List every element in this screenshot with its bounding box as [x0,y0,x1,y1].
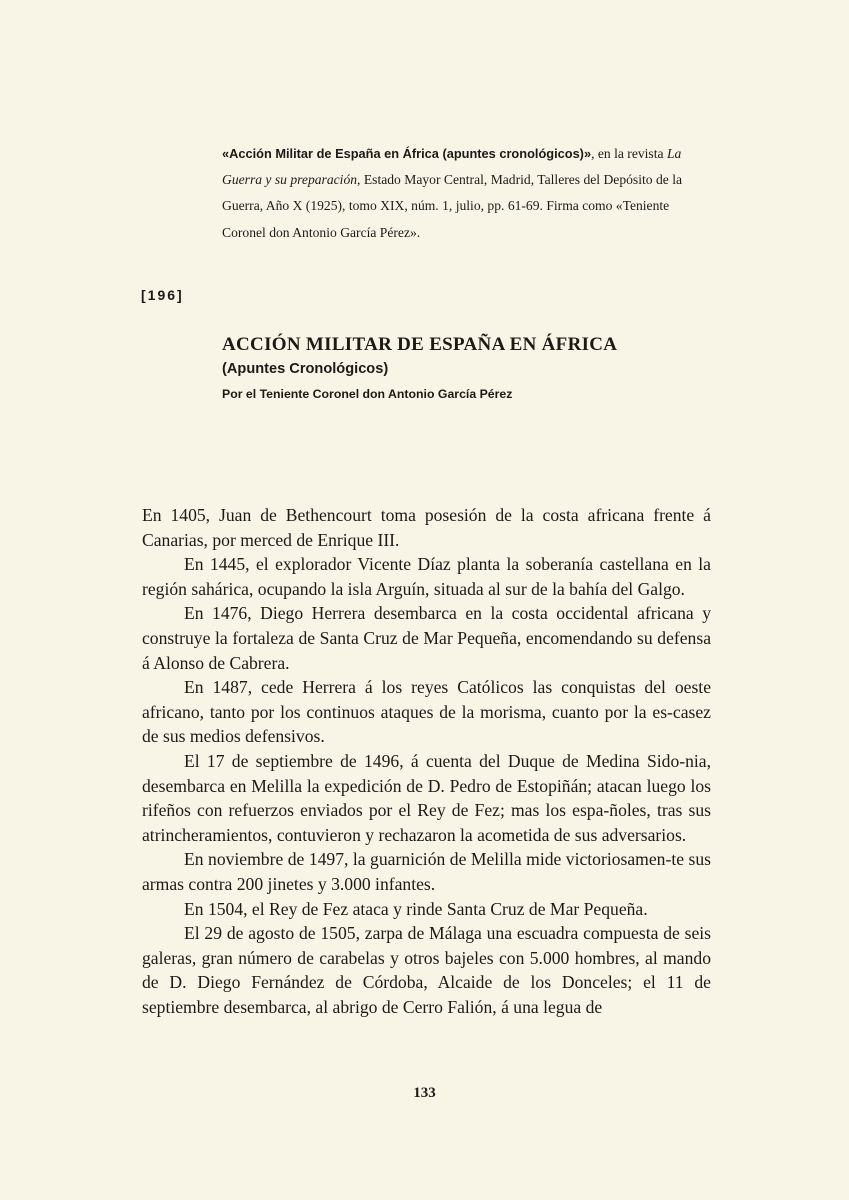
page-number: 133 [413,1085,436,1101]
paragraph: El 29 de agosto de 1505, zarpa de Málaga una escuadra compuesta de seis galeras, gran número de carabelas y otros bajeles con 5.000 hombres, al mando de D. Diego Fernández de Córdoba, Alcaide de los Donceles; el 11 de septiembre desembarca, al abrigo de Cerro Falión, á una legua de [142,923,711,1017]
paragraph: En 1504, el Rey de Fez ataca y rinde Santa Cruz de Mar Pequeña. [184,898,648,919]
paragraph: En 1445, el explorador Vicente Díaz planta la soberanía castellana en la región sahárica, ocupando la isla Arguín, situada al sur de la bahía del Galgo. [142,554,711,599]
note-connector: , en la revista [591,146,667,161]
note-journal: La Guerra y su preparación [222,146,682,188]
article-subtitle: (Apuntes Cronológicos) [222,361,389,377]
note-details: , Estado Mayor Central, Madrid, Talleres del Depósito de la Guerra, Año X (1925), tomo XIX, núm. 1, julio, pp. 61-69. Firma como «Teniente Coronel don Antonio García Pérez». [222,172,683,240]
article-author: Por el Teniente Coronel don Antonio García Pérez [222,387,513,401]
paragraph: En 1405, Juan de Bethencourt toma posesión de la costa africana frente á Canarias, por merced de Enrique III. [142,505,711,550]
note-title: «Acción Militar de España en África (apuntes cronológicos)» [222,146,592,161]
article-title: ACCIÓN MILITAR DE ESPAÑA EN ÁFRICA [222,334,618,355]
paragraph: En noviembre de 1497, la guarnición de Melilla mide victoriosamen-te sus armas contra 200 jinetes y 3.000 infantes. [142,849,711,894]
article-heading [222,332,722,405]
bibliographic-note [222,141,712,246]
paragraph: En 1476, Diego Herrera desembarca en la costa occidental africana y construye la fortaleza de Santa Cruz de Mar Pequeña, encomendando su defensa á Alonso de Cabrera. [142,603,711,673]
paragraph: El 17 de septiembre de 1496, á cuenta del Duque de Medina Sido-nia, desembarca en Melilla la expedición de D. Pedro de Estopiñán; atacan luego los rifeños con refuerzos enviados por el Rey de Fez; mas los espa-ñoles, tras sus atrincheramientos, contuvieron y rechazaron la acometida de sus adversarios. [142,750,711,845]
document-number: [196] [141,287,184,303]
article-body [142,503,711,1019]
paragraph: En 1487, cede Herrera á los reyes Católicos las conquistas del oeste africano, tanto por los continuos ataques de la morisma, cuanto por la es-casez de sus medios defensivos. [142,677,711,747]
